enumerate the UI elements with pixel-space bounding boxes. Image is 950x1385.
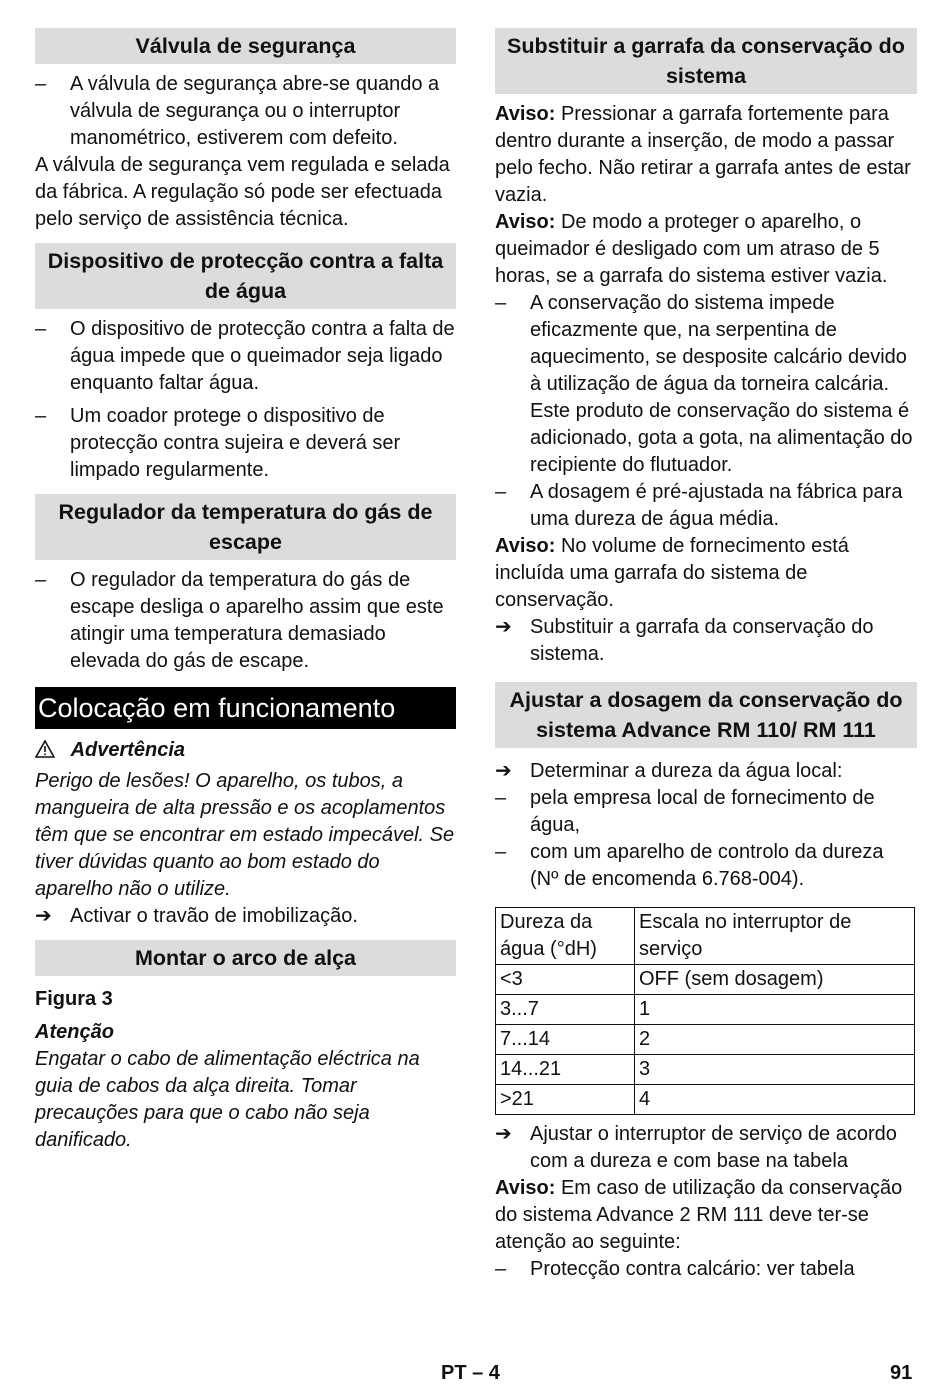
arrow-icon: ➔ bbox=[495, 1123, 512, 1145]
page-number: 91 bbox=[890, 1362, 913, 1384]
action-item: ➔ Ajustar o interruptor de serviço de acordo com a dureza e com base na tabela bbox=[495, 1123, 897, 1172]
footer-section-label: PT – 4 bbox=[441, 1362, 500, 1384]
dash-marker: – bbox=[35, 318, 47, 340]
table-cell: 14...21 bbox=[496, 1055, 635, 1085]
notice-paragraph: Aviso: Em caso de utilização da conservação do sistema Advance 2 RM 111 deve ter-se atenção ao seguinte: bbox=[495, 1177, 903, 1253]
table-row bbox=[496, 1085, 915, 1115]
section-title-water-protection: Dispositivo de protecção contra a falta de água bbox=[35, 243, 456, 309]
dash-marker: – bbox=[35, 73, 47, 95]
table-header-cell: Dureza da água (°dH) bbox=[496, 908, 635, 965]
list-item: – A conservação do sistema impede eficazmente que, na serpentina de aquecimento, se desposite calcário devido à utilização de água da torneira calcária. Este produto de conservação do sistema é adicionado, gota a gota, na alimentação do recipiente do flutuador. bbox=[495, 292, 913, 476]
dash-marker: – bbox=[495, 841, 507, 863]
dash-marker: – bbox=[495, 292, 507, 314]
table-cell: >21 bbox=[496, 1085, 635, 1115]
right-column bbox=[495, 28, 917, 1283]
table-cell: 3...7 bbox=[496, 995, 635, 1025]
table-cell: <3 bbox=[496, 965, 635, 995]
notice-paragraph: Aviso: De modo a proteger o aparelho, o queimador é desligado com um atraso de 5 horas, se a garrafa do sistema estiver vazia. bbox=[495, 211, 888, 287]
section-title-handle: Montar o arco de alça bbox=[35, 940, 456, 976]
list-item: – A dosagem é pré-ajustada na fábrica para uma dureza de água média. bbox=[495, 481, 903, 530]
section-title-exhaust-regulator: Regulador da temperatura do gás de escape bbox=[35, 494, 456, 560]
attention-text: Engatar o cabo de alimentação eléctrica na guia de cabos da alça direita. Tomar precauções para que o cabo não seja danificado. bbox=[35, 1048, 420, 1151]
dash-marker: – bbox=[495, 1258, 507, 1280]
notice-paragraph: Aviso: Pressionar a garrafa fortemente para dentro durante a inserção, de modo a passar pelo fecho. Não retirar a garrafa antes de estar vazia. bbox=[495, 103, 911, 206]
list-item: – com um aparelho de controlo da dureza (Nº de encomenda 6.768-004). bbox=[495, 841, 884, 890]
dash-marker: – bbox=[495, 787, 507, 809]
table-cell: 1 bbox=[635, 995, 915, 1025]
table-cell: OFF (sem dosagem) bbox=[635, 965, 915, 995]
table-header-cell: Escala no interruptor de serviço bbox=[635, 908, 915, 965]
table-header-row bbox=[496, 908, 915, 965]
table-cell: 4 bbox=[635, 1085, 915, 1115]
list-item: – pela empresa local de fornecimento de água, bbox=[495, 787, 875, 836]
dash-marker: – bbox=[495, 481, 507, 503]
arrow-icon: ➔ bbox=[495, 616, 512, 638]
section-title-adjust-dosage: Ajustar a dosagem da conservação do sistema Advance RM 110/ RM 111 bbox=[495, 682, 917, 748]
table-row bbox=[496, 1055, 915, 1085]
table-row bbox=[496, 965, 915, 995]
paragraph: A válvula de segurança vem regulada e selada da fábrica. A regulação só pode ser efectuada pelo serviço de assistência técnica. bbox=[35, 154, 450, 230]
dash-marker: – bbox=[35, 569, 47, 591]
dash-marker: – bbox=[35, 405, 47, 427]
table-row bbox=[496, 995, 915, 1025]
attention-heading: Atenção bbox=[35, 1021, 114, 1043]
list-item: – Um coador protege o dispositivo de protecção contra sujeira e deverá ser limpado regularmente. bbox=[35, 405, 401, 481]
warning-text: Perigo de lesões! O aparelho, os tubos, a mangueira de alta pressão e os acoplamentos têm que se encontrar em estado impecável. Se tiver dúvidas quanto ao bom estado do aparelho não o utilize. bbox=[35, 770, 455, 900]
section-title-replace-bottle: Substituir a garrafa da conservação do sistema bbox=[495, 28, 917, 94]
table-cell: 2 bbox=[635, 1025, 915, 1055]
list-item: – Protecção contra calcário: ver tabela bbox=[495, 1256, 917, 1283]
list-item: – O regulador da temperatura do gás de escape desliga o aparelho assim que este atingir uma temperatura demasiado elevada do gás de escape. bbox=[35, 569, 444, 672]
action-item: ➔ Activar o travão de imobilização. bbox=[35, 903, 456, 930]
action-item: ➔ Determinar a dureza da água local: bbox=[495, 758, 917, 785]
list-item: – A válvula de segurança abre-se quando a válvula de segurança ou o interruptor manométrico, estiverem com defeito. bbox=[35, 73, 440, 149]
table-cell: 3 bbox=[635, 1055, 915, 1085]
hardness-table bbox=[495, 907, 915, 1115]
table-row bbox=[496, 1025, 915, 1055]
notice-paragraph: Aviso: No volume de fornecimento está incluída uma garrafa do sistema de conservação. bbox=[495, 535, 849, 611]
action-item: ➔ Substituir a garrafa da conservação do sistema. bbox=[495, 616, 874, 665]
section-title-safety-valve: Válvula de segurança bbox=[35, 28, 456, 64]
chapter-title: Colocação em funcionamento bbox=[35, 687, 456, 729]
arrow-icon: ➔ bbox=[35, 905, 52, 927]
table-cell: 7...14 bbox=[496, 1025, 635, 1055]
warning-triangle-icon bbox=[35, 739, 61, 761]
figure-label: Figura 3 bbox=[35, 988, 113, 1010]
left-column bbox=[35, 28, 456, 1154]
arrow-icon: ➔ bbox=[495, 760, 512, 782]
warning-heading: Advertência bbox=[35, 739, 456, 762]
list-item: – O dispositivo de protecção contra a falta de água impede que o queimador seja ligado enquanto faltar água. bbox=[35, 318, 455, 394]
